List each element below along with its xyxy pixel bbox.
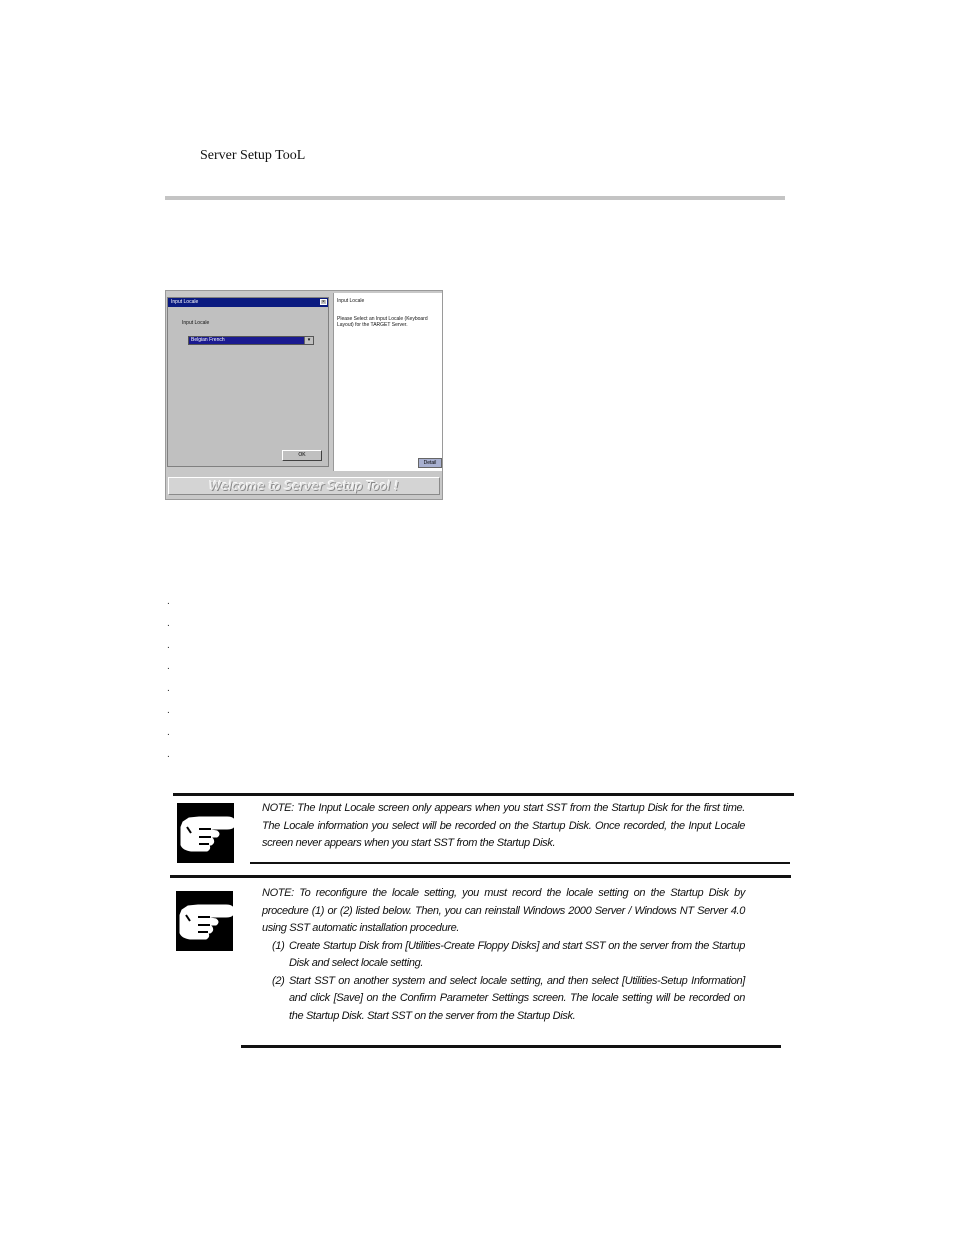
pointing-hand-icon <box>176 891 233 951</box>
bullet-mark: . <box>167 749 170 760</box>
bullet-mark: . <box>167 683 170 694</box>
list-item-text: Create Startup Disk from [Utilities-Create Floppy Disks] and start SST on the server from the Startup Disk and select locale setting. <box>289 939 745 969</box>
note-top-rule <box>173 793 794 796</box>
bullet-mark: . <box>167 705 170 716</box>
note-bottom-rule <box>241 1045 781 1048</box>
note-paragraph: NOTE: The Input Locale screen only appears when you start SST from the Startup Disk for the first time. The Locale information you select will be recorded on the Startup Disk. Once recorded, the Input Locale screen never appears when you start SST from the Startup Disk. <box>262 802 745 849</box>
header-rule <box>165 196 785 200</box>
running-head: Server Setup TooL <box>200 148 306 163</box>
help-title: Input Locale <box>337 298 365 304</box>
input-locale-screenshot <box>165 290 443 500</box>
note-paragraph: NOTE: To reconfigure the locale setting, you must record the locale setting on the Startup Disk by procedure (1) or (2) listed below. Then, you can reinstall Windows 2000 Server / Windows NT Server 4.0 using SST automatic installation procedure. <box>262 887 745 934</box>
bullet-mark: . <box>167 661 170 672</box>
procedure-list <box>262 938 745 1026</box>
chevron-down-icon[interactable]: ▾ <box>304 337 313 344</box>
welcome-banner: Welcome to Server Setup Tool ! <box>168 477 440 495</box>
locale-select-value: Belgian French <box>189 337 305 344</box>
close-icon[interactable]: × <box>320 299 327 305</box>
bullet-mark: . <box>167 596 170 607</box>
list-item-text: Start SST on another system and select locale setting, and then select [Utilities-Setup Information] and click [Save] on the Confirm Parameter Settings screen. The locale setting will be recorded on the Startup Disk. Start SST on the server from the Startup Disk. <box>289 974 745 1022</box>
detail-button[interactable]: Detail <box>418 458 442 468</box>
input-locale-dialog <box>167 297 329 467</box>
note-bottom-rule <box>250 862 790 864</box>
note-top-rule <box>170 875 791 878</box>
list-item-number: (1) <box>272 939 285 952</box>
bullet-mark: . <box>167 727 170 738</box>
note-text <box>262 885 745 1025</box>
dialog-title-bar <box>168 298 328 307</box>
input-locale-label: Input Locale <box>182 320 210 326</box>
dialog-title: Input Locale <box>171 299 199 305</box>
bullet-mark: . <box>167 618 170 629</box>
list-item <box>262 938 745 973</box>
ok-button[interactable]: OK <box>282 450 322 461</box>
list-item-number: (2) <box>272 974 285 987</box>
note-text <box>262 800 745 853</box>
list-item <box>262 973 745 1026</box>
bullet-mark: . <box>167 640 170 651</box>
help-panel <box>333 293 442 471</box>
help-text: Please Select an Input Locale (Keyboard Layout) for the TARGET Server. <box>337 316 428 328</box>
pointing-hand-icon <box>177 803 234 863</box>
locale-select[interactable] <box>188 336 314 345</box>
